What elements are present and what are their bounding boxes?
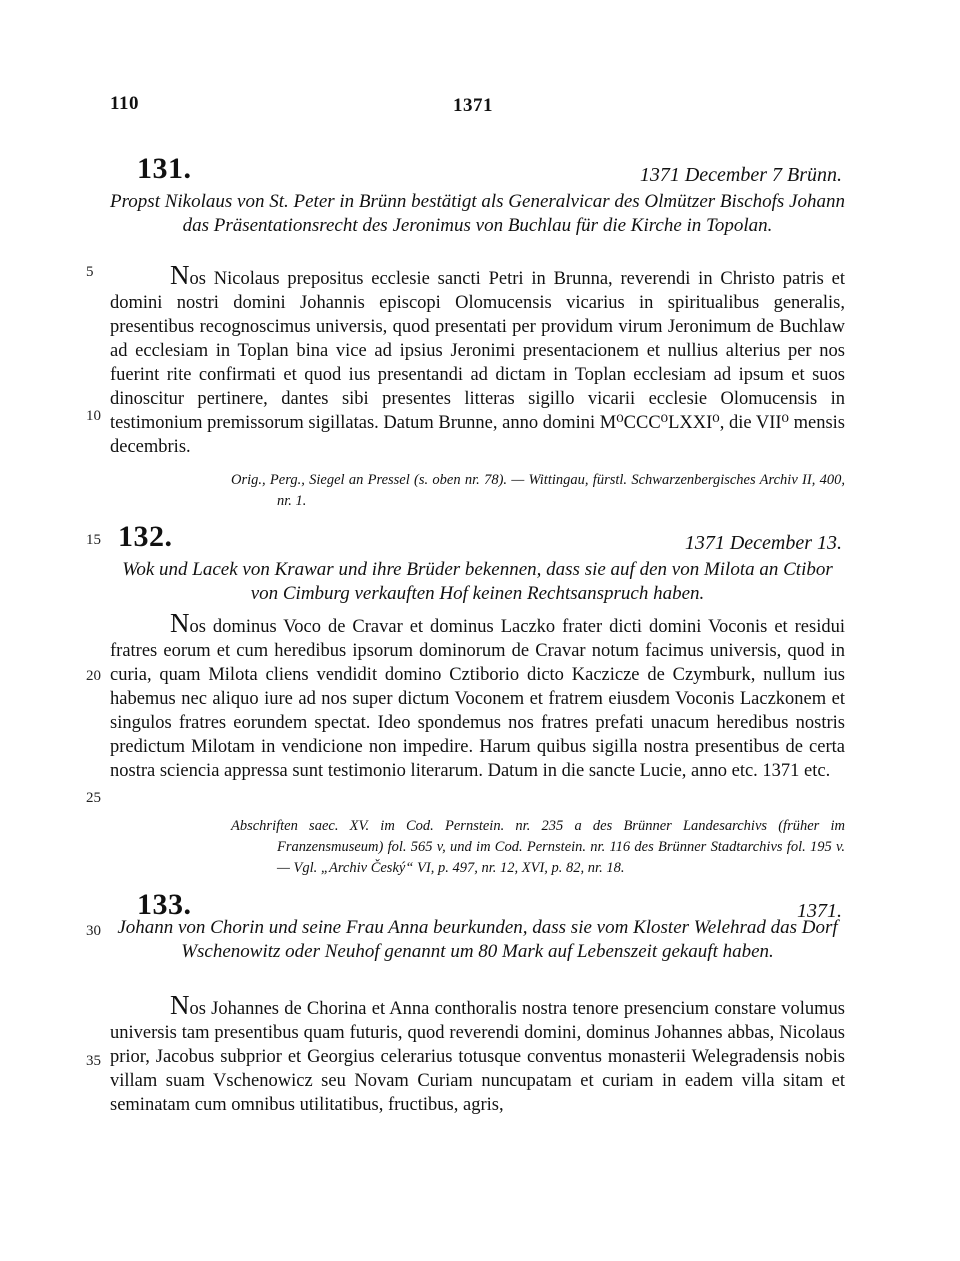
margin-line-number: 30 — [86, 923, 101, 939]
text-body: os dominus Voco de Cravar et dominus Laczko frater dicti domini Voconis et residui fratres eorum et cum heredibus ipsorum dominorum de Cravar notum facimus universis, quod in curia, quam Milota cliens vendidit domino Cztiborio dicto Kaczicze de Czymburk, nullum ius habemus nec aliquo iure ad nos super dictum Voconem et fratrem eiusdem Voconis Laczkonem et singulos fratres eorundem spectat. Ideo spondemus nos fratres prefati unacum heredibus nostris predictum Milotam in vendicione non impedire. Harum quibus sigilla nostra presentibus de certa nostra sciencia appressa sunt testimonio literarum. Datum in die sancte Lucie, anno etc. 1371 etc. — [110, 617, 845, 781]
document-regest: Johann von Chorin und seine Frau Anna beurkunden, dass sie vom Kloster Welehrad das Dorf Wschenowitz oder Neuhof genannt um 80 Mark auf Lebenszeit gekauft haben. — [117, 917, 838, 962]
text-body: os Nicolaus prepositus ecclesie sancti Petri in Brunna, reverendi in Christo patris et domini nostri domini Johannis episcopi Olomucensis vicarius in spiritualibus generalis, presentibus recognoscimus universis, quod presentati per providum virum Jeronimum de Buchlaw ad ecclesiam in Toplan bina vice ad ipsius Jeronimi presentacionem et nullius alterius per nos fuerint rite confirmati et quod ius presentandi ad dictam in Toplan ecclesiam ad ipsum et suos dinoscitur pertinere, dantes sibi presentes litteras sigillo vicarii ecclesie Olomucensis in testimonium premissorum sigillatas. Datum Brunne, anno domini M⁰CCC⁰LXXI⁰, die VII⁰ mensis decembris. — [110, 269, 845, 457]
text-initial: N — [170, 260, 190, 290]
document-date: 1371 December 13. — [684, 532, 842, 554]
margin-line-number: 15 — [86, 532, 101, 548]
document-regest: Wok und Lacek von Krawar und ihre Brüder bekennen, dass sie auf den von Milota an Ctibor von Cimburg verkauften Hof keinen Rechtsanspruch haben. — [122, 559, 833, 604]
margin-line-number: 35 — [86, 1053, 101, 1069]
document-number: 132. — [118, 520, 173, 553]
document-text — [110, 260, 845, 459]
source-apparatus: Orig., Perg., Siegel an Pressel (s. oben nr. 78). — Wittingau, fürstl. Schwarzenbergisches Archiv II, 400, nr. 1. — [231, 472, 845, 509]
margin-line-number: 5 — [86, 264, 94, 280]
document-text — [110, 990, 845, 1117]
text-initial: N — [170, 990, 190, 1020]
margin-line-number: 20 — [86, 668, 101, 684]
document-number: 131. — [137, 152, 192, 185]
document-text — [110, 608, 845, 783]
text-body: os Johannes de Chorina et Anna conthoralis nostra tenore presencium constare volumus universis tam presentibus quam futuris, quod reverendi domini, dominus Johannes abbas, Nicolaus prior, Jacobus subprior et Georgius celerarius totusque conventus monasterii Welegradensis nobis villam suam Vschenowicz seu Novam Curiam nuncupatam et curiam in eadem villa sitam et seminatam cum omnibus utilitatibus, fructibus, agris, — [110, 999, 845, 1115]
text-initial: N — [170, 608, 190, 638]
document-regest: Propst Nikolaus von St. Peter in Brünn bestätigt als Generalvicar des Olmützer Bischofs Johann das Präsentationsrecht des Jeronimus von Buchlau für die Kirche in Topolan. — [110, 191, 845, 236]
running-title: 1371 — [453, 95, 493, 116]
source-apparatus: Abschriften saec. XV. im Cod. Pernstein. nr. 235 a des Brünner Landesarchivs (früher im Franzensmuseum) fol. 565 v, und im Cod. Pernstein. nr. 116 des Brünner Stadtarchivs fol. 195 v. — Vgl. „Archiv Český“ VI, p. 497, nr. 12, XVI, p. 82, nr. 18. — [231, 818, 845, 876]
document-date: 1371. — [797, 900, 842, 922]
document-number: 133. — [137, 888, 192, 921]
margin-line-number: 10 — [86, 408, 101, 424]
page-number: 110 — [110, 93, 139, 114]
document-date: 1371 December 7 Brünn. — [639, 164, 842, 186]
margin-line-number: 25 — [86, 790, 101, 806]
